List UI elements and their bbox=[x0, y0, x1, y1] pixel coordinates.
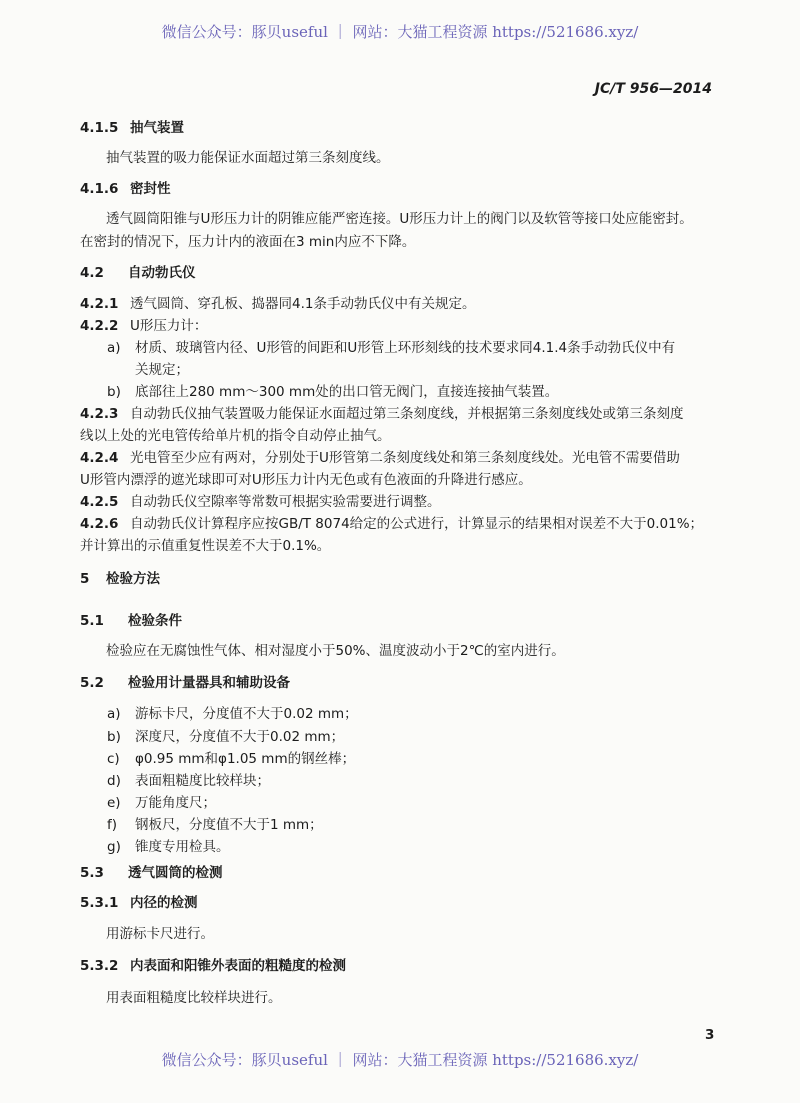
paragraph: 用表面粗糙度比较样块进行。 bbox=[106, 990, 282, 1006]
paragraph: 用游标卡尺进行。 bbox=[106, 926, 214, 942]
clause-number: 4.2.5 bbox=[80, 494, 119, 510]
section-number: 5.3 bbox=[80, 865, 104, 881]
list-label: f) bbox=[107, 817, 118, 833]
clause-number: 4.2.6 bbox=[80, 516, 119, 532]
section-number: 4.2 bbox=[80, 265, 104, 281]
section-heading: 内表面和阳锥外表面的粗糙度的检测 bbox=[130, 958, 346, 974]
list-label: d) bbox=[107, 773, 121, 789]
paragraph-continuation: 线以上处的光电管传给单片机的指令自动停止抽气。 bbox=[80, 428, 391, 444]
watermark-bottom: 微信公众号：豚贝useful ｜ 网站：大猫工程资源 https://521686.xyz/ bbox=[161, 1051, 639, 1069]
list-label: a) bbox=[107, 706, 121, 722]
section-number: 5.1 bbox=[80, 613, 104, 629]
section-heading: 透气圆筒的检测 bbox=[128, 865, 223, 881]
section-heading: 抽气装置 bbox=[130, 120, 184, 136]
clause-number: 4.2.1 bbox=[80, 296, 119, 312]
section-heading: 密封性 bbox=[130, 181, 171, 197]
section-heading: 检验用计量器具和辅助设备 bbox=[128, 675, 290, 691]
list-item-text: 表面粗糙度比较样块； bbox=[135, 773, 270, 789]
section-number: 5 bbox=[80, 571, 90, 587]
section-number: 5.3.1 bbox=[80, 895, 119, 911]
list-item-text: 万能角度尺； bbox=[135, 795, 216, 811]
watermark-top: 微信公众号：豚贝useful ｜ 网站：大猫工程资源 https://521686.xyz/ bbox=[161, 23, 639, 41]
paragraph-continuation: 并计算出的示值重复性误差不大于0.1%。 bbox=[80, 538, 331, 554]
paragraph-continuation: U形管内漂浮的遮光球即可对U形压力计内无色或有色液面的升降进行感应。 bbox=[80, 472, 532, 488]
section-heading: 检验方法 bbox=[106, 571, 160, 587]
clause-text: 光电管至少应有两对，分别处于U形管第二条刻度线处和第三条刻度线处。光电管不需要借助 bbox=[130, 450, 680, 466]
section-heading: 检验条件 bbox=[128, 613, 182, 629]
section-heading: 自动勃氏仪 bbox=[128, 265, 196, 281]
clause-text: 自动勃氏仪计算程序应按GB/T 8074给定的公式进行，计算显示的结果相对误差不大于0.01%； bbox=[130, 516, 704, 532]
list-label: e) bbox=[107, 795, 121, 811]
list-item-text: 深度尺，分度值不大于0.02 mm； bbox=[135, 729, 345, 745]
list-label: b) bbox=[107, 384, 121, 400]
page-number: 3 bbox=[705, 1027, 715, 1043]
clause-text: 透气圆筒、穿孔板、捣器同4.1条手动勃氏仪中有关规定。 bbox=[130, 296, 476, 312]
paragraph: 透气圆筒阳锥与U形压力计的阴锥应能严密连接。U形压力计上的阀门以及软管等接口处应能密封。 bbox=[106, 211, 693, 227]
list-item-continuation: 关规定； bbox=[135, 362, 189, 378]
clause-text: U形压力计： bbox=[130, 318, 208, 334]
paragraph: 抽气装置的吸力能保证水面超过第三条刻度线。 bbox=[106, 150, 390, 166]
list-item-text: φ0.95 mm和φ1.05 mm的钢丝棒； bbox=[135, 751, 356, 767]
section-number: 4.1.6 bbox=[80, 181, 119, 197]
clause-number: 4.2.4 bbox=[80, 450, 119, 466]
clause-number: 4.2.3 bbox=[80, 406, 119, 422]
list-label: b) bbox=[107, 729, 121, 745]
standard-number-header: JC/T 956—2014 bbox=[594, 81, 712, 97]
paragraph-continuation: 在密封的情况下，压力计内的液面在3 min内应不下降。 bbox=[80, 234, 416, 250]
paragraph: 检验应在无腐蚀性气体、相对湿度小于50%、温度波动小于2℃的室内进行。 bbox=[106, 643, 565, 659]
list-item-text: 材质、玻璃管内径、U形管的间距和U形管上环形刻线的技术要求同4.1.4条手动勃氏仪中有 bbox=[135, 340, 676, 356]
section-number: 4.1.5 bbox=[80, 120, 119, 136]
section-heading: 内径的检测 bbox=[130, 895, 198, 911]
section-number: 5.2 bbox=[80, 675, 104, 691]
list-item-text: 钢板尺，分度值不大于1 mm； bbox=[135, 817, 323, 833]
list-item-text: 游标卡尺，分度值不大于0.02 mm； bbox=[135, 706, 358, 722]
section-number: 5.3.2 bbox=[80, 958, 119, 974]
clause-number: 4.2.2 bbox=[80, 318, 119, 334]
list-item-text: 锥度专用检具。 bbox=[135, 839, 230, 855]
clause-text: 自动勃氏仪空隙率等常数可根据实验需要进行调整。 bbox=[130, 494, 441, 510]
list-label: a) bbox=[107, 340, 121, 356]
list-label: c) bbox=[107, 751, 120, 767]
list-item-text: 底部往上280 mm～300 mm处的出口管无阀门，直接连接抽气装置。 bbox=[135, 384, 559, 400]
list-label: g) bbox=[107, 839, 121, 855]
clause-text: 自动勃氏仪抽气装置吸力能保证水面超过第三条刻度线，并根据第三条刻度线处或第三条刻度 bbox=[130, 406, 684, 422]
